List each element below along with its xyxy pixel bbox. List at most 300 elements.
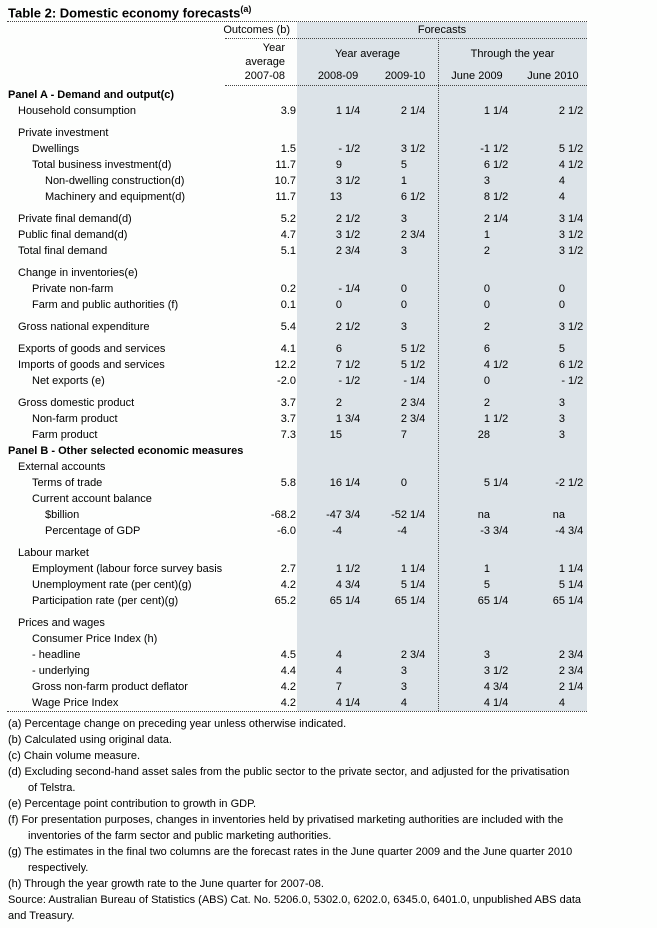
cell-june-2010 <box>512 491 587 507</box>
value-fraction-part <box>565 631 584 647</box>
value-integer-part: 1 <box>558 563 565 575</box>
cell-june-2009 <box>438 631 512 647</box>
cell-outcome-2007-08: 12.2 <box>274 359 296 371</box>
cell-2009-10 <box>365 227 438 243</box>
cell-june-2010 <box>512 545 587 561</box>
value-fraction-part <box>407 545 435 561</box>
table-row <box>0 103 587 119</box>
cell-2009-10 <box>365 577 438 593</box>
value-integer-part: 5 <box>400 159 407 171</box>
cell-june-2010 <box>512 189 587 205</box>
value-integer-part: 3 <box>483 175 490 187</box>
cell-2008-09 <box>297 663 365 679</box>
row-label: Private investment <box>18 127 109 139</box>
cell-2008-09 <box>297 189 365 205</box>
cell-june-2010 <box>512 631 587 647</box>
value-fraction-part: 1/2 <box>568 375 584 387</box>
outcomes-year-average-line1: Year <box>262 42 285 54</box>
value-fraction-part: 1/2 <box>568 159 584 171</box>
value-fraction-part: 3/4 <box>410 413 426 425</box>
cell-june-2009 <box>438 243 512 259</box>
table-row <box>0 141 587 157</box>
cell-2008-09 <box>297 319 365 335</box>
row-label: Consumer Price Index (h) <box>32 633 158 645</box>
cell-2009-10 <box>365 459 438 475</box>
value-fraction-part <box>565 459 584 475</box>
value-integer-part: -4 <box>555 525 565 537</box>
value-integer-part: 3 <box>558 245 565 257</box>
row-label: Prices and wages <box>18 617 105 629</box>
cell-june-2009 <box>438 157 512 173</box>
row-label: Net exports (e) <box>32 375 105 387</box>
cell-outcome-2007-08: 3.9 <box>280 105 296 117</box>
row-label: Private non-farm <box>32 283 114 295</box>
value-fraction-part <box>342 427 362 443</box>
value-integer-part: 2 <box>335 213 342 225</box>
row-label: $billion <box>45 509 80 521</box>
value-fraction-part: 3/4 <box>410 649 426 661</box>
value-fraction-part <box>490 373 509 389</box>
table-row <box>0 695 587 711</box>
cell-june-2009 <box>438 281 512 297</box>
value-integer-part: 1 <box>335 413 342 425</box>
column-header-2008-09: 2008-09 <box>317 70 359 82</box>
table-row <box>0 319 587 335</box>
value-integer-part: 1 <box>335 105 342 117</box>
value-integer-part: 1 <box>483 413 490 425</box>
divider-under-column-years <box>225 85 587 86</box>
cell-2009-10 <box>365 695 438 711</box>
cell-outcome-2007-08: 11.7 <box>275 159 296 171</box>
row-label: Unemployment rate (per cent)(g) <box>32 579 192 591</box>
table-row <box>0 173 587 189</box>
panel-header-label: Panel B - Other selected economic measures <box>8 445 244 457</box>
row-label: Total business investment(d) <box>32 159 172 171</box>
value-fraction-part: 3/4 <box>493 681 509 693</box>
value-fraction-part: 1/4 <box>410 595 426 607</box>
value-integer-part: 1 <box>400 175 407 187</box>
cell-outcome-2007-08: 4.2 <box>280 579 296 591</box>
cell-june-2009 <box>438 679 512 695</box>
table-row <box>0 265 587 281</box>
value-fraction-part <box>490 173 509 189</box>
value-integer-part: 0 <box>558 283 565 295</box>
value-fraction-part <box>490 243 509 259</box>
cell-june-2010 <box>512 265 587 281</box>
cell-june-2010 <box>512 319 587 335</box>
row-label: Change in inventories(e) <box>18 267 138 279</box>
value-integer-part <box>512 459 565 475</box>
cell-2009-10 <box>365 679 438 695</box>
value-fraction-part <box>490 647 509 663</box>
value-fraction-part: 1/4 <box>568 563 584 575</box>
cell-2009-10 <box>365 157 438 173</box>
column-header-june-2009: June 2009 <box>451 70 503 82</box>
cell-june-2009 <box>438 647 512 663</box>
value-fraction-part <box>490 227 509 243</box>
cell-june-2010 <box>512 157 587 173</box>
value-fraction-part: 1/4 <box>568 579 584 591</box>
value-integer-part: 2 <box>400 413 407 425</box>
table-row <box>0 523 587 539</box>
value-integer-part: - <box>338 143 342 155</box>
cell-2009-10 <box>365 281 438 297</box>
cell-2008-09 <box>297 507 365 523</box>
table-row <box>0 281 587 297</box>
cell-2008-09 <box>297 427 365 443</box>
value-integer-part: -52 <box>391 509 407 521</box>
value-integer-part: 6 <box>335 343 342 355</box>
cell-june-2009 <box>438 523 512 539</box>
value-fraction-part <box>565 695 584 711</box>
value-fraction-part <box>342 297 362 313</box>
cell-june-2010 <box>512 647 587 663</box>
value-fraction-part <box>565 545 584 561</box>
cell-2009-10 <box>365 357 438 373</box>
row-label: Farm and public authorities (f) <box>32 299 179 311</box>
value-integer-part: 2 <box>483 397 490 409</box>
cell-june-2009 <box>438 189 512 205</box>
footnotes-block <box>8 716 620 924</box>
row-label: Participation rate (per cent)(g) <box>32 595 179 607</box>
column-header-2009-10: 2009-10 <box>384 70 426 82</box>
value-integer-part: 65 <box>552 595 565 607</box>
table-title-footnote-marker: (a) <box>240 4 252 14</box>
value-integer-part: 4 <box>335 649 342 661</box>
row-label: Labour market <box>18 547 89 559</box>
value-integer-part: 1 <box>335 563 342 575</box>
cell-2009-10 <box>365 395 438 411</box>
cell-2008-09 <box>297 615 365 631</box>
value-fraction-part: 1/4 <box>410 579 426 591</box>
value-integer-part: 6 <box>483 343 490 355</box>
panel-header-row <box>0 443 587 459</box>
value-integer-part <box>297 265 342 281</box>
panel-header-row <box>0 87 587 103</box>
value-integer-part <box>297 125 342 141</box>
value-integer-part <box>365 545 407 561</box>
cell-june-2009 <box>438 459 512 475</box>
value-fraction-part <box>565 125 584 141</box>
cell-june-2010 <box>512 125 587 141</box>
value-integer-part: 2 <box>335 397 342 409</box>
cell-outcome-2007-08: 4.2 <box>280 681 296 693</box>
value-integer-part: 2 <box>558 665 565 677</box>
table-row <box>0 615 587 631</box>
value-integer-part: 15 <box>329 429 342 441</box>
value-fraction-part: 1/2 <box>493 191 509 203</box>
cell-2008-09 <box>297 459 365 475</box>
row-label: Household consumption <box>18 105 137 117</box>
value-integer-part <box>297 615 342 631</box>
cell-2009-10 <box>365 631 438 647</box>
value-integer-part <box>365 631 407 647</box>
value-fraction-part: 1/2 <box>345 375 361 387</box>
value-fraction-part <box>407 475 435 491</box>
value-fraction-part <box>490 125 509 141</box>
cell-june-2010 <box>512 243 587 259</box>
row-label: - headline <box>32 649 81 661</box>
cell-june-2009 <box>438 265 512 281</box>
cell-2009-10 <box>365 523 438 539</box>
cell-june-2010 <box>512 411 587 427</box>
value-fraction-part <box>490 491 509 507</box>
value-fraction-part: 1/2 <box>345 143 361 155</box>
row-label: Public final demand(d) <box>18 229 128 241</box>
cell-2009-10 <box>365 491 438 507</box>
cell-outcome-2007-08: -68.2 <box>270 509 296 521</box>
cell-2009-10 <box>365 427 438 443</box>
cell-june-2009 <box>438 319 512 335</box>
value-fraction-part <box>490 459 509 475</box>
value-fraction-part: 3/4 <box>493 525 509 537</box>
table-row <box>0 227 587 243</box>
value-fraction-part <box>342 615 362 631</box>
cell-2008-09 <box>297 523 365 539</box>
footnote-line: (c) Chain volume measure. <box>8 750 141 762</box>
value-fraction-part: 1/2 <box>568 359 584 371</box>
divider-table-bottom <box>7 711 587 712</box>
value-fraction-part <box>407 615 435 631</box>
cell-june-2010 <box>512 427 587 443</box>
value-integer-part: na <box>552 509 565 521</box>
cell-outcome-2007-08 <box>228 631 297 647</box>
table-row <box>0 211 587 227</box>
cell-outcome-2007-08 <box>228 125 297 141</box>
footnote-line: of Telstra. <box>28 782 76 794</box>
value-integer-part: 3 <box>335 175 342 187</box>
divider-under-title <box>7 21 587 22</box>
cell-june-2009 <box>438 141 512 157</box>
row-label: Gross domestic product <box>18 397 135 409</box>
table-row <box>0 475 587 491</box>
table-title <box>8 4 251 20</box>
table-row <box>0 679 587 695</box>
value-fraction-part <box>490 319 509 335</box>
value-integer-part <box>365 125 407 141</box>
value-fraction-part: 1/4 <box>410 509 426 521</box>
table-row <box>0 341 587 357</box>
value-fraction-part <box>490 341 509 357</box>
value-fraction-part: 1/4 <box>345 105 361 117</box>
value-integer-part: 4 <box>335 665 342 677</box>
cell-june-2009 <box>438 561 512 577</box>
cell-june-2009 <box>438 545 512 561</box>
value-integer-part <box>438 545 490 561</box>
value-fraction-part: 1/2 <box>493 359 509 371</box>
footnote-line: inventories of the farm sector and public marketing authorities. <box>28 830 332 842</box>
value-integer-part: 2 <box>558 681 565 693</box>
value-fraction-part <box>342 545 362 561</box>
cell-2009-10 <box>365 189 438 205</box>
cell-outcome-2007-08: 5.8 <box>280 477 296 489</box>
value-integer-part <box>365 491 407 507</box>
cell-june-2010 <box>512 523 587 539</box>
cell-outcome-2007-08: 4.5 <box>280 649 296 661</box>
value-integer-part: 4 <box>483 697 490 709</box>
table-row <box>0 189 587 205</box>
cell-2008-09 <box>297 695 365 711</box>
cell-outcome-2007-08: 3.7 <box>280 397 296 409</box>
table-body <box>0 87 587 711</box>
value-integer-part: 3 <box>400 321 407 333</box>
value-fraction-part <box>342 663 362 679</box>
cell-2009-10 <box>365 265 438 281</box>
value-fraction-part <box>407 679 435 695</box>
cell-outcome-2007-08: 0.2 <box>280 283 296 295</box>
value-fraction-part <box>490 545 509 561</box>
cell-outcome-2007-08: 3.7 <box>280 413 296 425</box>
value-fraction-part <box>342 631 362 647</box>
value-fraction-part: 1/2 <box>568 143 584 155</box>
cell-2008-09 <box>297 211 365 227</box>
value-integer-part: 28 <box>477 429 490 441</box>
value-integer-part: 3 <box>400 665 407 677</box>
value-integer-part: 3 <box>400 245 407 257</box>
cell-outcome-2007-08: -6.0 <box>277 525 296 537</box>
value-integer-part: 3 <box>558 413 565 425</box>
value-fraction-part: 1/4 <box>568 681 584 693</box>
column-header-forecasts: Forecasts <box>417 24 467 36</box>
value-integer-part: 4 <box>558 697 565 709</box>
value-fraction-part <box>342 523 362 539</box>
value-fraction-part <box>565 427 584 443</box>
value-fraction-part: 1/2 <box>345 321 361 333</box>
cell-june-2010 <box>512 561 587 577</box>
value-integer-part: 5 <box>400 343 407 355</box>
value-integer-part: - <box>403 375 407 387</box>
value-integer-part: - <box>561 375 565 387</box>
cell-outcome-2007-08: 1.5 <box>280 143 296 155</box>
cell-outcome-2007-08 <box>228 459 297 475</box>
row-label: Wage Price Index <box>32 697 119 709</box>
cell-outcome-2007-08: 10.7 <box>274 175 296 187</box>
cell-june-2009 <box>438 103 512 119</box>
cell-june-2010 <box>512 577 587 593</box>
value-integer-part: 0 <box>558 299 565 311</box>
table-row <box>0 357 587 373</box>
value-fraction-part <box>565 507 584 523</box>
cell-2008-09 <box>297 577 365 593</box>
value-fraction-part <box>565 395 584 411</box>
value-integer-part: 3 <box>483 649 490 661</box>
value-fraction-part: 1/2 <box>568 477 584 489</box>
cell-outcome-2007-08: 4.2 <box>280 697 296 709</box>
value-integer-part: 3 <box>558 321 565 333</box>
value-fraction-part <box>407 243 435 259</box>
row-label: Machinery and equipment(d) <box>45 191 186 203</box>
value-fraction-part: 3/4 <box>345 509 361 521</box>
value-fraction-part: 1/4 <box>410 105 426 117</box>
row-label: Percentage of GDP <box>45 525 141 537</box>
value-fraction-part: 3/4 <box>345 579 361 591</box>
value-integer-part: 16 <box>329 477 342 489</box>
table-row <box>0 593 587 609</box>
cell-june-2009 <box>438 475 512 491</box>
value-integer-part: 1 <box>483 563 490 575</box>
value-integer-part <box>512 631 565 647</box>
table-row <box>0 491 587 507</box>
value-fraction-part <box>342 491 362 507</box>
value-integer-part: 3 <box>558 213 565 225</box>
cell-2009-10 <box>365 561 438 577</box>
table-row <box>0 297 587 313</box>
cell-outcome-2007-08: -2.0 <box>277 375 296 387</box>
cell-2008-09 <box>297 281 365 297</box>
table-row <box>0 647 587 663</box>
value-fraction-part: 1/2 <box>410 359 426 371</box>
table-row <box>0 561 587 577</box>
value-integer-part: 5 <box>483 579 490 591</box>
cell-june-2009 <box>438 507 512 523</box>
value-fraction-part: 3/4 <box>345 245 361 257</box>
value-fraction-part <box>490 561 509 577</box>
cell-june-2010 <box>512 373 587 389</box>
cell-june-2009 <box>438 227 512 243</box>
footnote-line: Source: Australian Bureau of Statistics (ABS) Cat. No. 5206.0, 5302.0, 6202.0, 6345.0, 6401.0, unpublished ABS data <box>8 894 581 906</box>
value-integer-part <box>297 631 342 647</box>
value-integer-part: 7 <box>335 681 342 693</box>
value-integer-part: 1 <box>483 229 490 241</box>
cell-2009-10 <box>365 243 438 259</box>
cell-outcome-2007-08 <box>228 615 297 631</box>
footnote-line: (e) Percentage point contribution to growth in GDP. <box>8 798 257 810</box>
cell-2009-10 <box>365 615 438 631</box>
value-fraction-part: 1/2 <box>568 229 584 241</box>
row-label: Terms of trade <box>32 477 103 489</box>
value-integer-part: 5 <box>400 359 407 371</box>
footnote-line: (f) For presentation purposes, changes in inventories held by privatised marketing authorities are included with the <box>8 814 564 826</box>
cell-2009-10 <box>365 341 438 357</box>
footnote-line: and Treasury. <box>8 910 75 922</box>
cell-2009-10 <box>365 663 438 679</box>
row-label: Employment (labour force survey basis <box>32 563 223 575</box>
value-fraction-part <box>490 615 509 631</box>
value-fraction-part <box>407 157 435 173</box>
value-fraction-part: 1/2 <box>345 175 361 187</box>
cell-2008-09 <box>297 243 365 259</box>
cell-2009-10 <box>365 647 438 663</box>
value-integer-part: - <box>338 375 342 387</box>
value-integer-part: 3 <box>335 229 342 241</box>
value-integer-part: 2 <box>400 649 407 661</box>
value-fraction-part <box>342 459 362 475</box>
value-fraction-part <box>490 427 509 443</box>
value-integer-part <box>297 545 342 561</box>
table-row <box>0 507 587 523</box>
value-integer-part: 3 <box>400 143 407 155</box>
value-integer-part <box>512 491 565 507</box>
value-integer-part <box>297 459 342 475</box>
cell-2008-09 <box>297 227 365 243</box>
value-integer-part: 6 <box>400 191 407 203</box>
cell-2008-09 <box>297 173 365 189</box>
cell-june-2010 <box>512 227 587 243</box>
column-header-outcomes: Outcomes (b) <box>223 24 290 36</box>
value-fraction-part: 3/4 <box>568 525 584 537</box>
value-fraction-part: 1/2 <box>493 143 509 155</box>
value-integer-part: 2 <box>400 397 407 409</box>
value-fraction-part: 1/2 <box>410 343 426 355</box>
value-integer-part: 5 <box>558 343 565 355</box>
cell-june-2010 <box>512 103 587 119</box>
cell-outcome-2007-08: 65.2 <box>274 595 296 607</box>
value-fraction-part <box>565 491 584 507</box>
cell-outcome-2007-08 <box>228 545 297 561</box>
cell-2008-09 <box>297 491 365 507</box>
value-fraction-part: 1/2 <box>568 321 584 333</box>
value-fraction-part <box>342 189 362 205</box>
